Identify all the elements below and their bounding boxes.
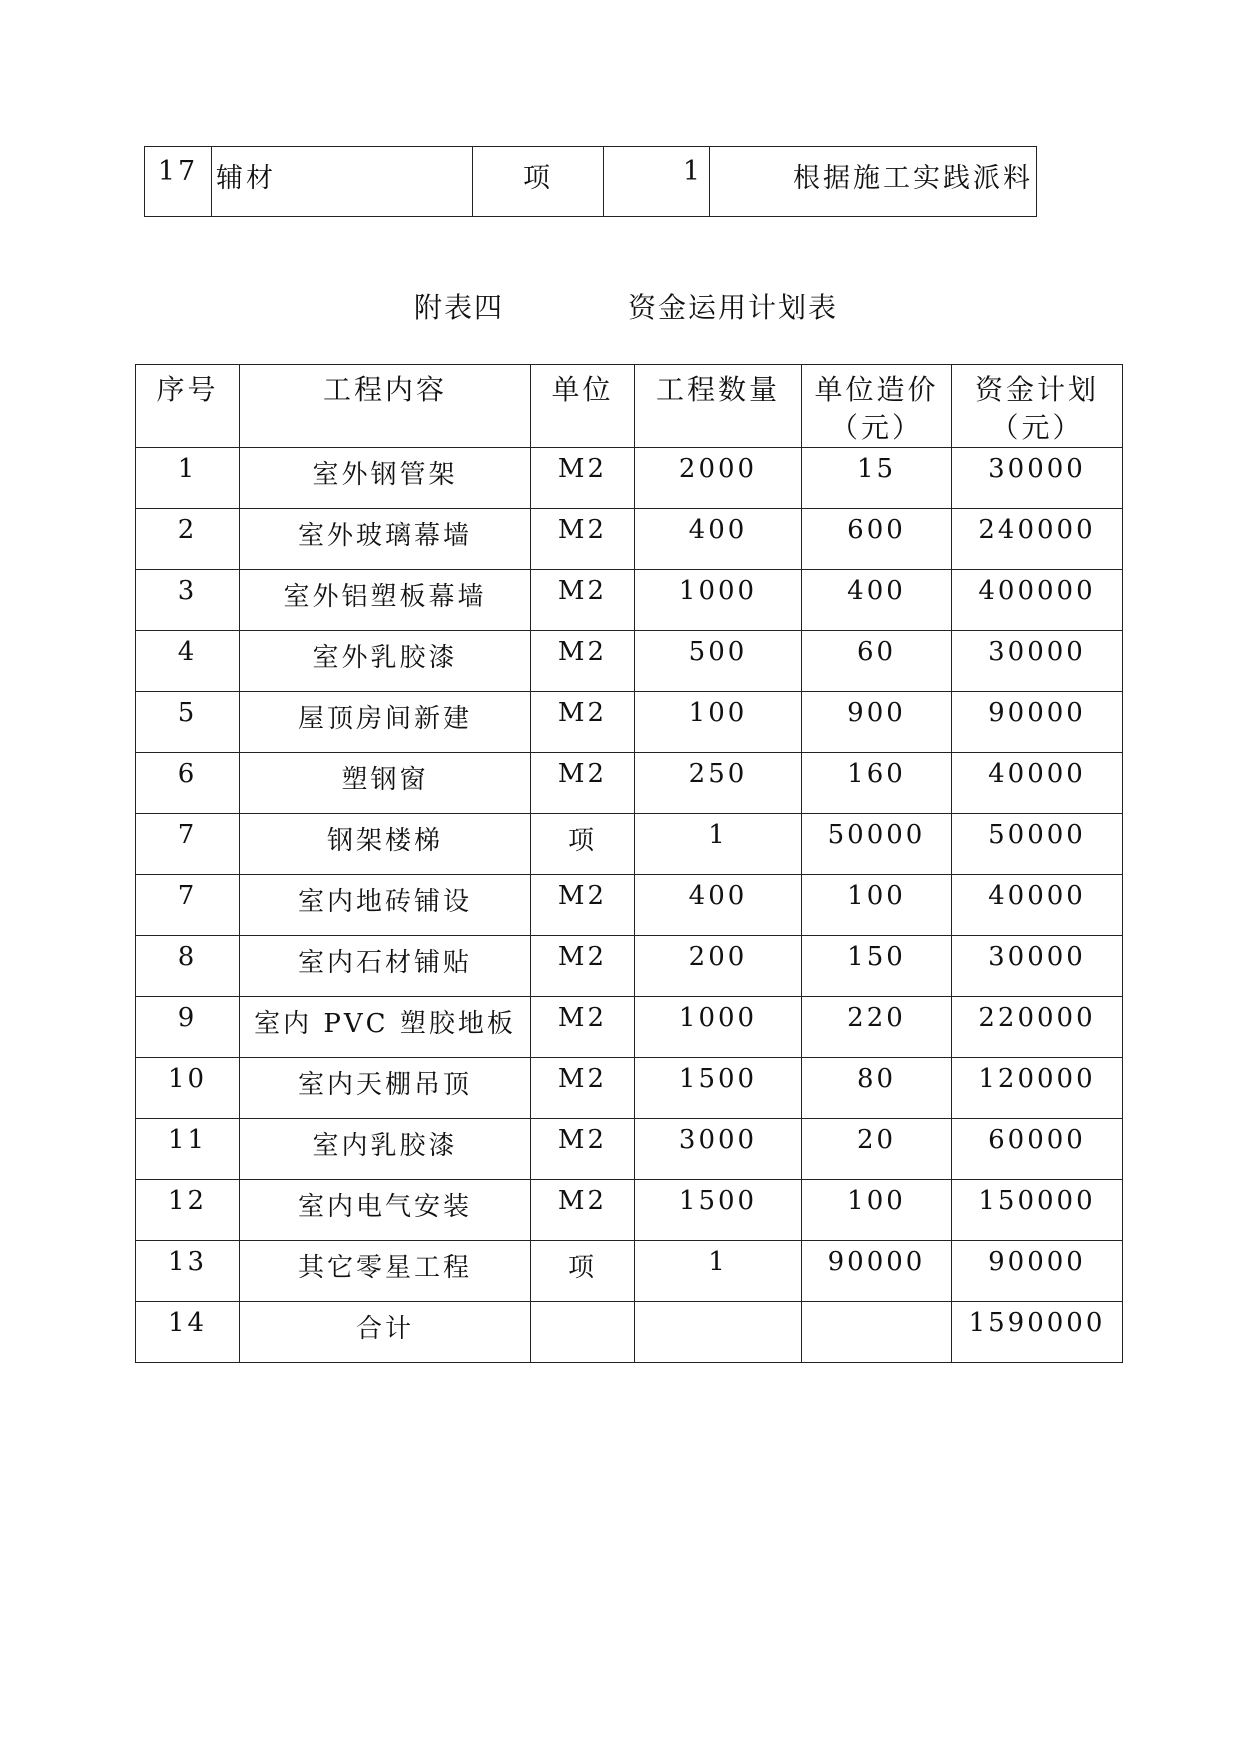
cell-fund-plan: 40000 bbox=[952, 753, 1123, 814]
header-label: 工程内容 bbox=[322, 373, 447, 406]
cell-no: 6 bbox=[136, 753, 240, 814]
header-quantity bbox=[635, 365, 802, 448]
cell-no: 17 bbox=[145, 147, 212, 217]
cell-unit-cost: 150 bbox=[802, 936, 952, 997]
cell-fund-plan: 150000 bbox=[952, 1180, 1123, 1241]
cell-no: 4 bbox=[136, 631, 240, 692]
cell-no: 12 bbox=[136, 1180, 240, 1241]
cell-quantity: 1000 bbox=[635, 997, 802, 1058]
cell-content: 室外乳胶漆 bbox=[240, 631, 531, 692]
header-label: 资金计划 bbox=[974, 373, 1099, 406]
table-row bbox=[136, 570, 1123, 631]
cell-unit: M2 bbox=[531, 753, 635, 814]
cell-quantity: 400 bbox=[635, 509, 802, 570]
cell-quantity: 250 bbox=[635, 753, 802, 814]
cell-no: 10 bbox=[136, 1058, 240, 1119]
cell-no: 7 bbox=[136, 875, 240, 936]
header-label: 单位 bbox=[551, 373, 614, 406]
cell-unit-cost: 220 bbox=[802, 997, 952, 1058]
table-row bbox=[136, 753, 1123, 814]
cell-quantity: 1 bbox=[635, 814, 802, 875]
header-unit-cost bbox=[802, 365, 952, 448]
cell-unit-cost: 100 bbox=[802, 1180, 952, 1241]
cell-content: 合计 bbox=[240, 1302, 531, 1363]
cell-no: 1 bbox=[136, 448, 240, 509]
header-label: 序号 bbox=[156, 373, 219, 406]
cell-quantity: 1000 bbox=[635, 570, 802, 631]
table-row bbox=[136, 448, 1123, 509]
table-row bbox=[136, 631, 1123, 692]
cell-content: 钢架楼梯 bbox=[240, 814, 531, 875]
cell-fund-plan: 400000 bbox=[952, 570, 1123, 631]
cell-unit: M2 bbox=[531, 1119, 635, 1180]
header-unit-note: （元） bbox=[829, 411, 923, 444]
cell-content: 室内 PVC 塑胶地板 bbox=[240, 997, 531, 1058]
table-row bbox=[145, 147, 1037, 217]
table-row bbox=[136, 1180, 1123, 1241]
table-row bbox=[136, 997, 1123, 1058]
table-row bbox=[136, 936, 1123, 997]
cell-content: 室外钢管架 bbox=[240, 448, 531, 509]
cell-unit: M2 bbox=[531, 997, 635, 1058]
cell-unit: M2 bbox=[531, 448, 635, 509]
title-table-name: 资金运用计划表 bbox=[628, 291, 839, 324]
cell-fund-plan: 50000 bbox=[952, 814, 1123, 875]
cell-fund-plan: 30000 bbox=[952, 936, 1123, 997]
cell-content: 室内乳胶漆 bbox=[240, 1119, 531, 1180]
cell-fund-plan: 40000 bbox=[952, 875, 1123, 936]
header-unit-note: （元） bbox=[990, 411, 1084, 444]
cell-unit: 项 bbox=[531, 814, 635, 875]
cell-fund-plan: 240000 bbox=[952, 509, 1123, 570]
cell-unit: M2 bbox=[531, 692, 635, 753]
cell-fund-plan: 90000 bbox=[952, 1241, 1123, 1302]
cell-quantity: 3000 bbox=[635, 1119, 802, 1180]
cell-qty: 1 bbox=[604, 147, 710, 217]
cell-unit-cost: 90000 bbox=[802, 1241, 952, 1302]
cell-unit: 项 bbox=[473, 147, 604, 217]
cell-unit: M2 bbox=[531, 1058, 635, 1119]
cell-quantity: 1500 bbox=[635, 1058, 802, 1119]
cell-content: 其它零星工程 bbox=[240, 1241, 531, 1302]
table-row bbox=[136, 814, 1123, 875]
cell-unit: M2 bbox=[531, 936, 635, 997]
table-row bbox=[136, 1058, 1123, 1119]
cell-unit: M2 bbox=[531, 875, 635, 936]
cell-name: 辅材 bbox=[212, 147, 473, 217]
header-label: 单位造价 bbox=[814, 373, 939, 406]
cell-unit: 项 bbox=[531, 1241, 635, 1302]
cell-note: 根据施工实践派料 bbox=[710, 147, 1037, 217]
cell-unit-cost: 50000 bbox=[802, 814, 952, 875]
header-unit bbox=[531, 365, 635, 448]
cell-quantity: 1500 bbox=[635, 1180, 802, 1241]
cell-quantity: 1 bbox=[635, 1241, 802, 1302]
page-title bbox=[414, 286, 838, 326]
table-row bbox=[136, 692, 1123, 753]
cell-quantity: 500 bbox=[635, 631, 802, 692]
cell-no: 9 bbox=[136, 997, 240, 1058]
cell-fund-plan: 30000 bbox=[952, 631, 1123, 692]
cell-fund-plan: 220000 bbox=[952, 997, 1123, 1058]
cell-no: 11 bbox=[136, 1119, 240, 1180]
cell-unit bbox=[531, 1302, 635, 1363]
cell-unit: M2 bbox=[531, 570, 635, 631]
cell-unit-cost: 20 bbox=[802, 1119, 952, 1180]
table-body bbox=[136, 365, 1123, 1363]
cell-quantity bbox=[635, 1302, 802, 1363]
cell-no: 13 bbox=[136, 1241, 240, 1302]
cell-fund-plan: 90000 bbox=[952, 692, 1123, 753]
table-row bbox=[136, 1241, 1123, 1302]
cell-no: 3 bbox=[136, 570, 240, 631]
header-content bbox=[240, 365, 531, 448]
cell-no: 2 bbox=[136, 509, 240, 570]
cell-no: 14 bbox=[136, 1302, 240, 1363]
cell-content: 室外铝塑板幕墙 bbox=[240, 570, 531, 631]
title-appendix: 附表四 bbox=[414, 291, 505, 324]
cell-no: 7 bbox=[136, 814, 240, 875]
fund-plan-table bbox=[135, 364, 1123, 1363]
cell-unit-cost: 100 bbox=[802, 875, 952, 936]
cell-no: 5 bbox=[136, 692, 240, 753]
cell-quantity: 400 bbox=[635, 875, 802, 936]
cell-content: 室外玻璃幕墙 bbox=[240, 509, 531, 570]
cell-quantity: 200 bbox=[635, 936, 802, 997]
cell-fund-plan: 30000 bbox=[952, 448, 1123, 509]
cell-content: 室内地砖铺设 bbox=[240, 875, 531, 936]
cell-unit-cost: 900 bbox=[802, 692, 952, 753]
cell-unit-cost: 80 bbox=[802, 1058, 952, 1119]
table-row bbox=[136, 1119, 1123, 1180]
cell-unit-cost: 160 bbox=[802, 753, 952, 814]
cell-unit: M2 bbox=[531, 509, 635, 570]
cell-fund-plan: 120000 bbox=[952, 1058, 1123, 1119]
cell-content: 室内石材铺贴 bbox=[240, 936, 531, 997]
cell-no: 8 bbox=[136, 936, 240, 997]
cell-unit-cost bbox=[802, 1302, 952, 1363]
table-row bbox=[136, 875, 1123, 936]
cell-unit-cost: 400 bbox=[802, 570, 952, 631]
cell-fund-plan: 1590000 bbox=[952, 1302, 1123, 1363]
cell-unit: M2 bbox=[531, 631, 635, 692]
cell-unit-cost: 15 bbox=[802, 448, 952, 509]
cell-quantity: 100 bbox=[635, 692, 802, 753]
cell-unit-cost: 600 bbox=[802, 509, 952, 570]
header-no bbox=[136, 365, 240, 448]
table-row bbox=[136, 509, 1123, 570]
continuation-table bbox=[144, 146, 1037, 217]
cell-content: 屋顶房间新建 bbox=[240, 692, 531, 753]
cell-unit: M2 bbox=[531, 1180, 635, 1241]
table-row bbox=[136, 1302, 1123, 1363]
cell-content: 室内天棚吊顶 bbox=[240, 1058, 531, 1119]
cell-quantity: 2000 bbox=[635, 448, 802, 509]
cell-content: 塑钢窗 bbox=[240, 753, 531, 814]
header-fund-plan bbox=[952, 365, 1123, 448]
cell-content: 室内电气安装 bbox=[240, 1180, 531, 1241]
cell-fund-plan: 60000 bbox=[952, 1119, 1123, 1180]
table-header-row bbox=[136, 365, 1123, 448]
cell-unit-cost: 60 bbox=[802, 631, 952, 692]
header-label: 工程数量 bbox=[655, 373, 780, 406]
